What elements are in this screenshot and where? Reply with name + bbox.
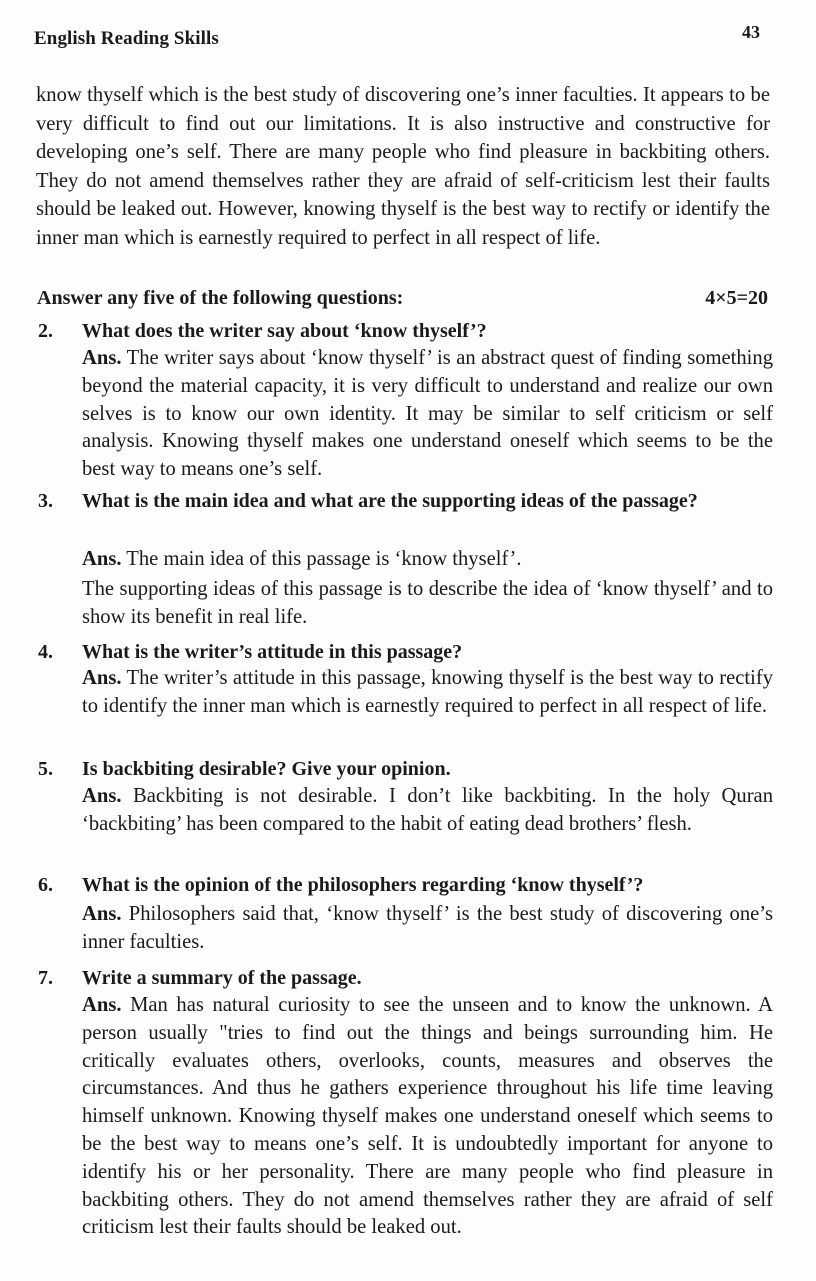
instruction-text: Answer any five of the following questions: [37, 287, 404, 309]
answer-text: The writer’s attitude in this passage, knowing thyself is the best way to rectify to identify the inner man which is earnestly required to perfect in all respect of life. [82, 667, 773, 717]
question-number: 4. [38, 641, 53, 663]
question-text: What is the writer’s attitude in this passage? [82, 641, 463, 663]
answer [82, 783, 773, 839]
question-number: 3. [38, 490, 53, 512]
question-number: 5. [38, 758, 53, 780]
question-text: What is the opinion of the philosophers regarding ‘know thyself’? [82, 874, 644, 896]
marks-allocation: 4×5=20 [705, 287, 768, 309]
answer-label: Ans. [82, 994, 122, 1016]
answer-label: Ans. [82, 903, 122, 925]
answer-continuation: The supporting ideas of this passage is to describe the idea of ‘know thyself’ and to show its benefit in real life. [82, 578, 773, 628]
answer [82, 546, 773, 574]
question-number: 7. [38, 967, 53, 989]
answer-text: The writer says about ‘know thyself’ is an abstract quest of finding something beyond the material capacity, it is very difficult to understand and realize our own selves is to know our own identity. It may be similar to self criticism or self analysis. Knowing thyself makes one understand oneself which seems to be the best way to means one’s self. [82, 347, 773, 481]
answer [82, 665, 773, 721]
question-text: Is backbiting desirable? Give your opinion. [82, 758, 451, 780]
page-number: 43 [742, 22, 760, 42]
answer-label: Ans. [82, 785, 122, 807]
question-number: 2. [38, 320, 53, 342]
answer-label: Ans. [82, 548, 122, 570]
answer [82, 345, 773, 484]
running-head: English Reading Skills [34, 28, 219, 49]
answer-label: Ans. [82, 667, 122, 689]
answer-text: Man has natural curiosity to see the unseen and to know the unknown. A person usually "tries to find out the things and beings surrounding him. He critically evaluates others, overlooks, counts, measures and observes the circumstances. And thus he gathers experience throughout his life time leaving himself unknown. Knowing thyself makes one understand oneself which seems to be the best way to means one’s self. It is undoubtedly important for anyone to identify his or her personality. There are many people who find pleasure in backbiting others. They do not amend themselves rather they are afraid of self criticism lest their faults should be leaked out. [82, 994, 773, 1239]
answer-text: The main idea of this passage is ‘know thyself’. [126, 548, 522, 570]
answer-label: Ans. [82, 347, 122, 369]
instruction-line [37, 284, 768, 312]
question-text: Write a summary of the passage. [82, 967, 362, 989]
question-number: 6. [38, 874, 53, 896]
answer [82, 901, 773, 957]
answer-text: Philosophers said that, ‘know thyself’ is the best study of discovering one’s inner faculties. [82, 903, 773, 953]
answer-text: Backbiting is not desirable. I don’t like backbiting. In the holy Quran ‘backbiting’ has been compared to the habit of eating dead brothers’ flesh. [82, 785, 773, 835]
passage-text: know thyself which is the best study of discovering one’s inner faculties. It appears to be very difficult to find out our limitations. It is also instructive and constructive for developing one’s self. There are many people who find pleasure in backbiting others. They do not amend themselves rather they are afraid of self-criticism lest their faults should be leaked out. However, knowing thyself is the best way to rectify or identify the inner man which is earnestly required to perfect in all respect of life. [36, 84, 770, 249]
question-text: What does the writer say about ‘know thyself’? [82, 320, 487, 342]
question-text: What is the main idea and what are the supporting ideas of the passage? [82, 490, 698, 512]
answer [82, 992, 773, 1242]
